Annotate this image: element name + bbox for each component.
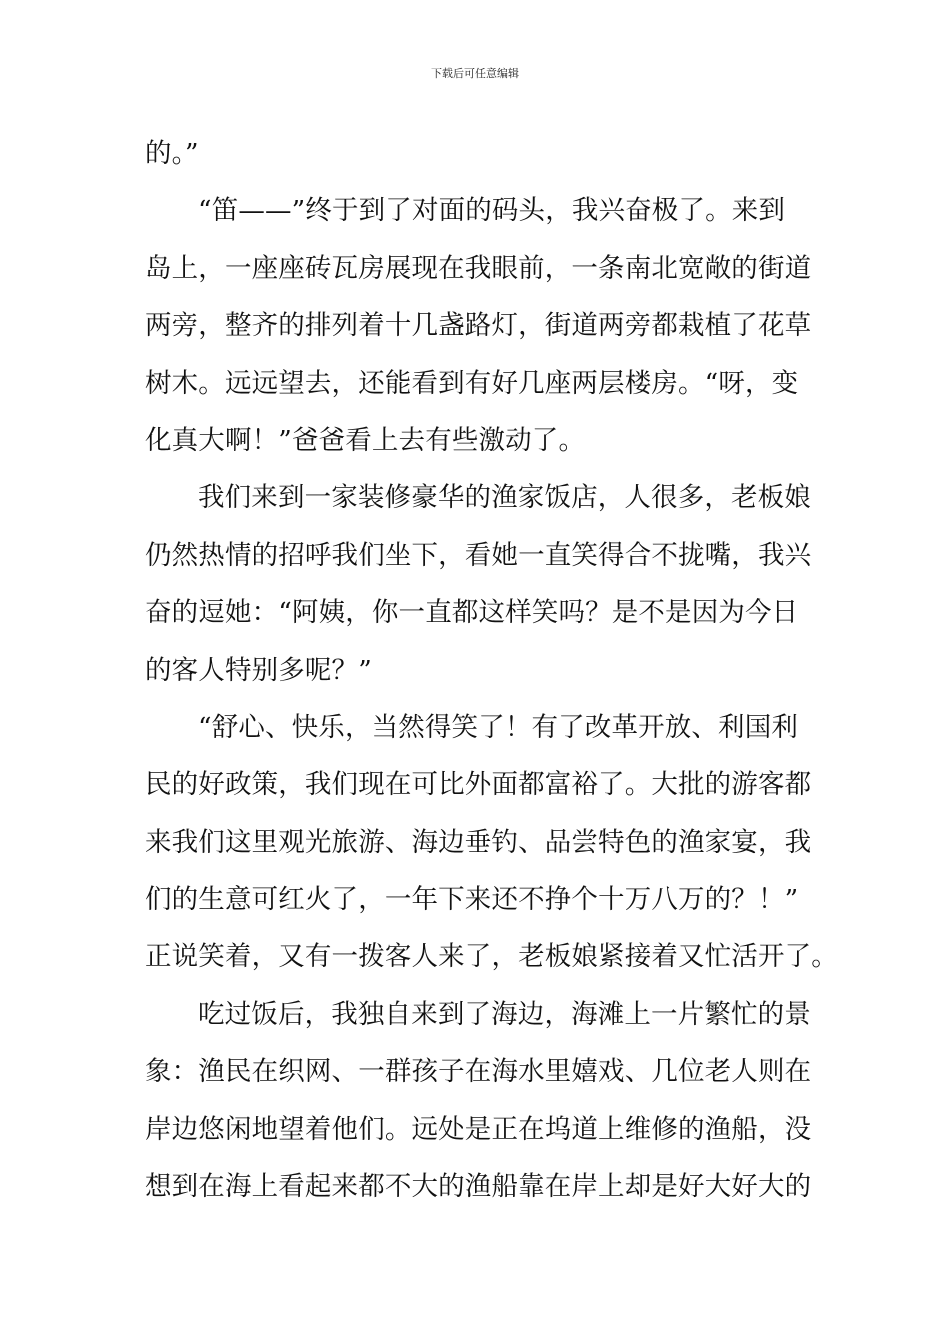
text-line: 仍然热情的招呼我们坐下，看她一直笑得合不拢嘴，我兴	[145, 539, 812, 571]
text-line: 的。”	[145, 138, 199, 169]
text-line: 正说笑着，又有一拨客人来了，老板娘紧接着又忙活开了。	[145, 941, 838, 973]
text-line: 岸边悠闲地望着他们。远处是正在坞道上维修的渔船，没	[145, 1113, 812, 1145]
body-text	[145, 125, 838, 1215]
text-line: 化真大啊！”爸爸看上去有些激动了。	[145, 424, 586, 456]
text-line: 树木。远远望去，还能看到有好几座两层楼房。“呀，变	[145, 367, 799, 399]
text-line: 两旁，整齐的排列着十几盏路灯，街道两旁都栽植了花草	[145, 310, 812, 342]
text-line: 民的好政策，我们现在可比外面都富裕了。大批的游客都	[145, 769, 812, 801]
text-line: 来我们这里观光旅游、海边垂钓、品尝特色的渔家宴，我	[145, 826, 812, 858]
text-line: “笛——”终于到了对面的码头，我兴奋极了。来到	[198, 195, 786, 227]
text-line: 象：渔民在织网、一群孩子在海水里嬉戏、几位老人则在	[145, 1056, 812, 1088]
page-header: 下载后可任意编辑	[431, 67, 519, 80]
text-line: “舒心、快乐，当然得笑了！有了改革开放、利国利	[198, 711, 798, 743]
text-line: 们的生意可红火了，一年下来还不挣个十万八万的？！”	[145, 884, 799, 916]
text-line: 吃过饭后，我独自来到了海边，海滩上一片繁忙的景	[198, 998, 811, 1030]
text-line: 岛上，一座座砖瓦房展现在我眼前，一条南北宽敞的街道	[145, 252, 812, 284]
text-line: 想到在海上看起来都不大的渔船靠在岸上却是好大好大的	[145, 1171, 812, 1203]
text-line: 我们来到一家装修豪华的渔家饭店，人很多，老板娘	[198, 482, 811, 514]
text-line: 奋的逗她：“阿姨，你一直都这样笑吗？是不是因为今日	[145, 597, 799, 629]
text-line: 的客人特别多呢？”	[145, 654, 372, 686]
